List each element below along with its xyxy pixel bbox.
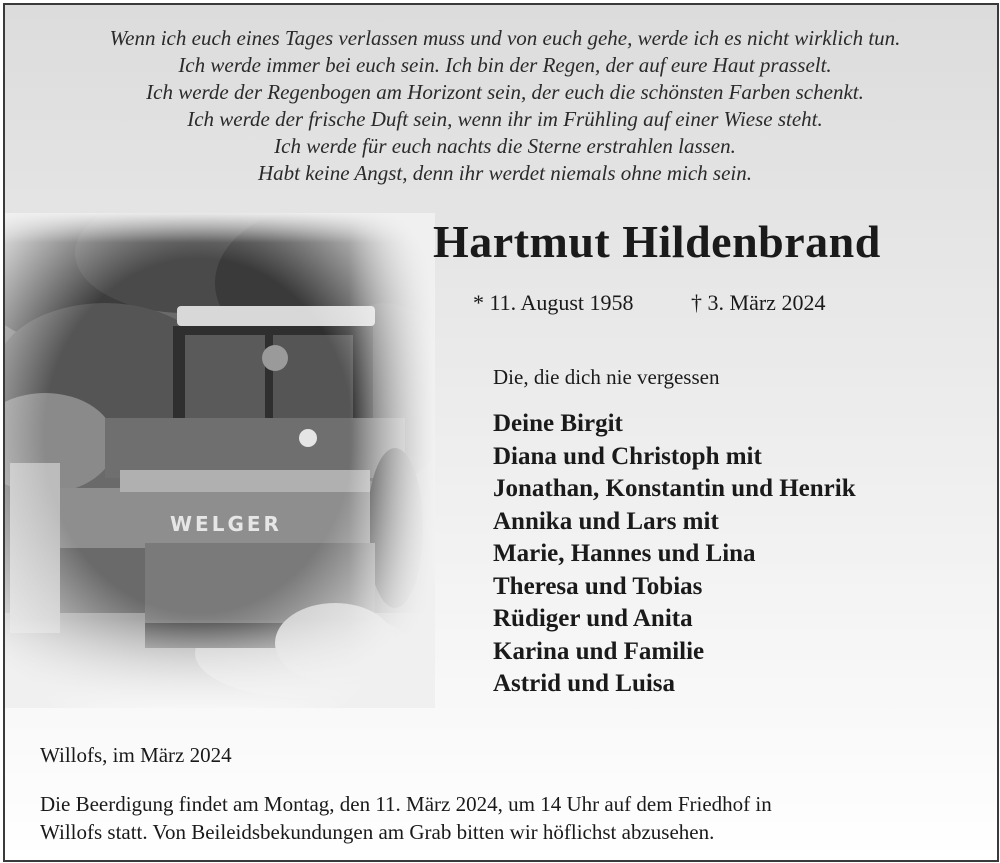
mourner-line: Astrid und Luisa	[493, 670, 676, 697]
mourners-intro: Die, die dich nie vergessen	[493, 365, 720, 389]
mourner-line: Theresa und Tobias	[493, 572, 703, 600]
mourner-line: Karina und Familie	[493, 637, 705, 665]
mourner-line: Rüdiger und Anita	[493, 605, 693, 632]
deceased-name: Hartmut Hildenbrand	[433, 216, 881, 267]
mourner-line: Marie, Hannes und Lina	[493, 540, 756, 567]
mourner-line: Jonathan, Konstantin und Henrik	[493, 475, 856, 502]
birth-date: * 11. August 1958	[473, 290, 634, 315]
mourner-line: Deine Birgit	[493, 410, 623, 437]
mourner-line: Diana und Christoph mit	[493, 442, 762, 470]
poem-line: Wenn ich euch eines Tages verlassen muss und von euch gehe, werde ich es nicht wirklich tun.	[109, 26, 901, 50]
tractor-photo	[5, 213, 435, 708]
funeral-notice	[40, 790, 772, 846]
mourners-list	[493, 408, 856, 701]
poem-line: Habt keine Angst, denn ihr werdet niemals ohne mich sein.	[257, 161, 752, 185]
place-date: Willofs, im März 2024	[40, 743, 232, 767]
poem-line: Ich werde der Regenbogen am Horizont sein, der euch die schönsten Farben schenkt.	[146, 80, 864, 104]
poem-line: Ich werde für euch nachts die Sterne erstrahlen lassen.	[274, 134, 736, 158]
poem-line: Ich werde immer bei euch sein. Ich bin der Regen, der auf eure Haut prasselt.	[178, 53, 832, 77]
mourner-line: Annika und Lars mit	[493, 507, 719, 535]
funeral-line: Die Beerdigung findet am Montag, den 11. März 2024, um 14 Uhr auf dem Friedhof in	[40, 792, 772, 816]
poem	[5, 25, 999, 187]
funeral-line: Willofs statt. Von Beileidsbekundungen am Grab bitten wir höflichst abzusehen.	[40, 820, 715, 844]
poem-line: Ich werde der frische Duft sein, wenn ihr im Frühling auf einer Wiese steht.	[187, 107, 823, 131]
obituary-frame	[3, 3, 999, 862]
death-date: † 3. März 2024	[691, 290, 826, 315]
life-dates	[473, 290, 825, 316]
